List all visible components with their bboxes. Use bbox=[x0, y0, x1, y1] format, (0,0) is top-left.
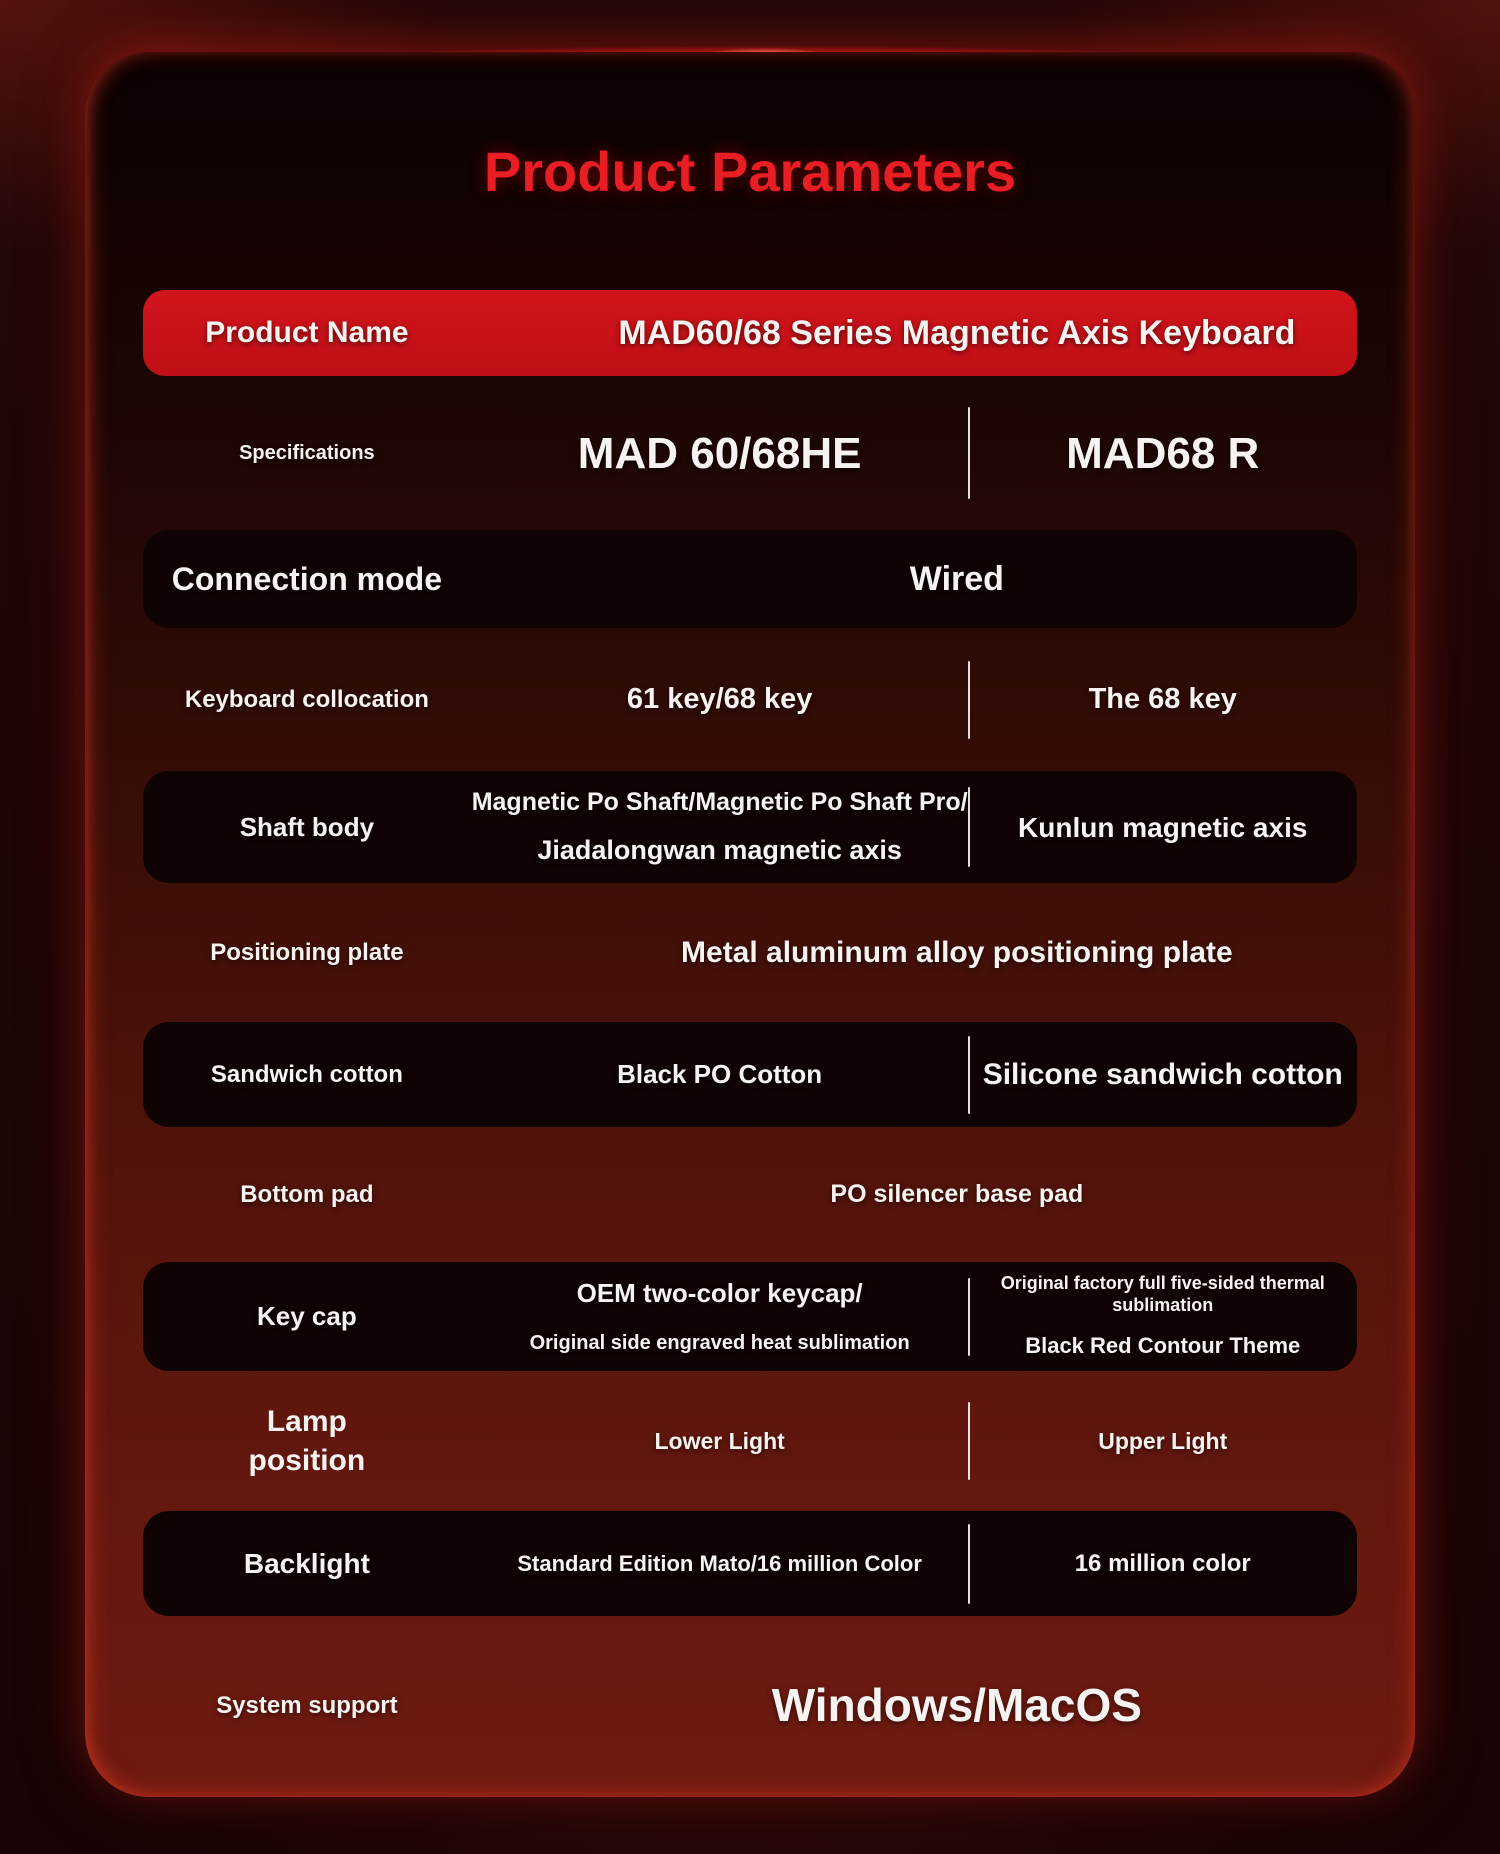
specifications-col2-cell bbox=[969, 426, 1357, 481]
parameters-card bbox=[85, 52, 1415, 1797]
backlight-label: Backlight bbox=[243, 1548, 370, 1579]
system-support-label-cell bbox=[143, 1691, 471, 1721]
specifications-label: Specifications bbox=[239, 441, 375, 464]
product-name-label-cell bbox=[143, 314, 471, 352]
row-lamp-position bbox=[143, 1371, 1357, 1511]
row-positioning-plate bbox=[143, 883, 1357, 1022]
column-divider bbox=[968, 1402, 970, 1480]
specifications-label-cell bbox=[143, 441, 471, 466]
keyboard-collocation-col1-cell bbox=[471, 681, 969, 717]
row-bottom-pad bbox=[143, 1127, 1357, 1262]
shaft-body-col2-cell bbox=[969, 810, 1357, 845]
bottom-pad-value-cell bbox=[471, 1179, 1357, 1210]
key-cap-col2-cell bbox=[969, 1273, 1357, 1360]
specifications-col1-cell bbox=[471, 426, 969, 481]
row-system-support bbox=[143, 1616, 1357, 1795]
backlight-col1-cell bbox=[471, 1550, 969, 1578]
shaft-body-label-cell bbox=[143, 811, 471, 844]
row-key-cap bbox=[143, 1262, 1357, 1371]
column-divider bbox=[968, 1278, 970, 1356]
column-divider bbox=[968, 1524, 970, 1604]
shaft-body-label: Shaft body bbox=[239, 811, 375, 842]
backlight-col2-cell bbox=[969, 1549, 1357, 1579]
system-support-label: System support bbox=[216, 1691, 398, 1719]
row-keyboard-collocation bbox=[143, 628, 1357, 771]
shaft-body-col2: Kunlun magnetic axis bbox=[1018, 811, 1308, 843]
page-title: Product Parameters bbox=[483, 139, 1017, 203]
row-specifications bbox=[143, 376, 1357, 530]
lamp-position-col1: Lower Light bbox=[654, 1427, 785, 1454]
keyboard-collocation-label: Keyboard collocation bbox=[184, 685, 429, 713]
backlight-label-cell bbox=[143, 1546, 471, 1581]
positioning-plate-value: Metal aluminum alloy positioning plate bbox=[681, 935, 1233, 969]
key-cap-label-cell bbox=[143, 1300, 471, 1333]
keyboard-collocation-col2-cell bbox=[969, 681, 1357, 717]
lamp-position-col2: Upper Light bbox=[1098, 1427, 1228, 1454]
connection-label-cell bbox=[143, 559, 471, 599]
specifications-col1: MAD 60/68HE bbox=[577, 428, 862, 478]
sandwich-cotton-col2-cell bbox=[969, 1056, 1357, 1094]
key-cap-col2-line2: Black Red Contour Theme bbox=[1025, 1333, 1301, 1359]
connection-value: Wired bbox=[909, 559, 1004, 598]
system-support-value-cell bbox=[471, 1677, 1357, 1735]
keyboard-collocation-col2: The 68 key bbox=[1088, 683, 1237, 716]
row-product-name bbox=[143, 290, 1357, 376]
column-divider bbox=[968, 1036, 970, 1114]
sandwich-cotton-col1: Black PO Cotton bbox=[617, 1059, 823, 1090]
specifications-col2: MAD68 R bbox=[1066, 428, 1260, 478]
bottom-pad-label-cell bbox=[143, 1180, 471, 1210]
column-divider bbox=[968, 787, 970, 867]
product-name-value-cell bbox=[471, 312, 1357, 355]
positioning-plate-label: Positioning plate bbox=[210, 938, 404, 966]
sandwich-cotton-col2: Silicone sandwich cotton bbox=[982, 1057, 1343, 1091]
key-cap-col1-line1: OEM two-color keycap/ bbox=[576, 1277, 863, 1308]
key-cap-label: Key cap bbox=[257, 1301, 357, 1332]
bottom-pad-value: PO silencer base pad bbox=[830, 1179, 1084, 1208]
product-name-label: Product Name bbox=[205, 316, 409, 350]
system-support-value: Windows/MacOS bbox=[771, 1678, 1142, 1731]
lamp-position-label: Lamp position bbox=[248, 1405, 366, 1477]
key-cap-col1-line2: Original side engraved heat sublimation bbox=[529, 1332, 910, 1355]
sandwich-cotton-label: Sandwich cotton bbox=[210, 1060, 403, 1088]
key-cap-col2-line1: Original factory full five-sided thermal sublimation bbox=[1000, 1273, 1325, 1315]
keyboard-collocation-col1: 61 key/68 key bbox=[626, 683, 813, 716]
connection-value-cell bbox=[471, 558, 1357, 601]
row-backlight bbox=[143, 1511, 1357, 1616]
shaft-body-col1-cell bbox=[471, 787, 969, 868]
shaft-body-col1-line1: Magnetic Po Shaft/Magnetic Po Shaft Pro/ bbox=[471, 787, 968, 816]
title-band bbox=[143, 52, 1357, 290]
backlight-col1: Standard Edition Mato/16 million Color bbox=[517, 1550, 922, 1576]
positioning-plate-value-cell bbox=[471, 934, 1357, 972]
lamp-position-col1-cell bbox=[471, 1427, 969, 1456]
product-name-value: MAD60/68 Series Magnetic Axis Keyboard bbox=[618, 313, 1296, 352]
lamp-position-col2-cell bbox=[969, 1427, 1357, 1456]
shaft-body-col1-line2: Jiadalongwan magnetic axis bbox=[537, 834, 902, 865]
row-sandwich-cotton bbox=[143, 1022, 1357, 1127]
sandwich-cotton-label-cell bbox=[143, 1060, 471, 1090]
connection-label: Connection mode bbox=[171, 561, 442, 597]
bottom-pad-label: Bottom pad bbox=[240, 1180, 374, 1208]
row-shaft-body bbox=[143, 771, 1357, 883]
column-divider bbox=[968, 407, 970, 499]
positioning-plate-label-cell bbox=[143, 938, 471, 968]
lamp-position-label-cell bbox=[143, 1402, 471, 1480]
parameters-card-content bbox=[85, 52, 1415, 1797]
key-cap-col1-cell bbox=[471, 1277, 969, 1357]
sandwich-cotton-col1-cell bbox=[471, 1058, 969, 1091]
column-divider bbox=[968, 661, 970, 739]
keyboard-collocation-label-cell bbox=[143, 685, 471, 715]
row-connection-mode bbox=[143, 530, 1357, 628]
backlight-col2: 16 million color bbox=[1074, 1549, 1251, 1577]
